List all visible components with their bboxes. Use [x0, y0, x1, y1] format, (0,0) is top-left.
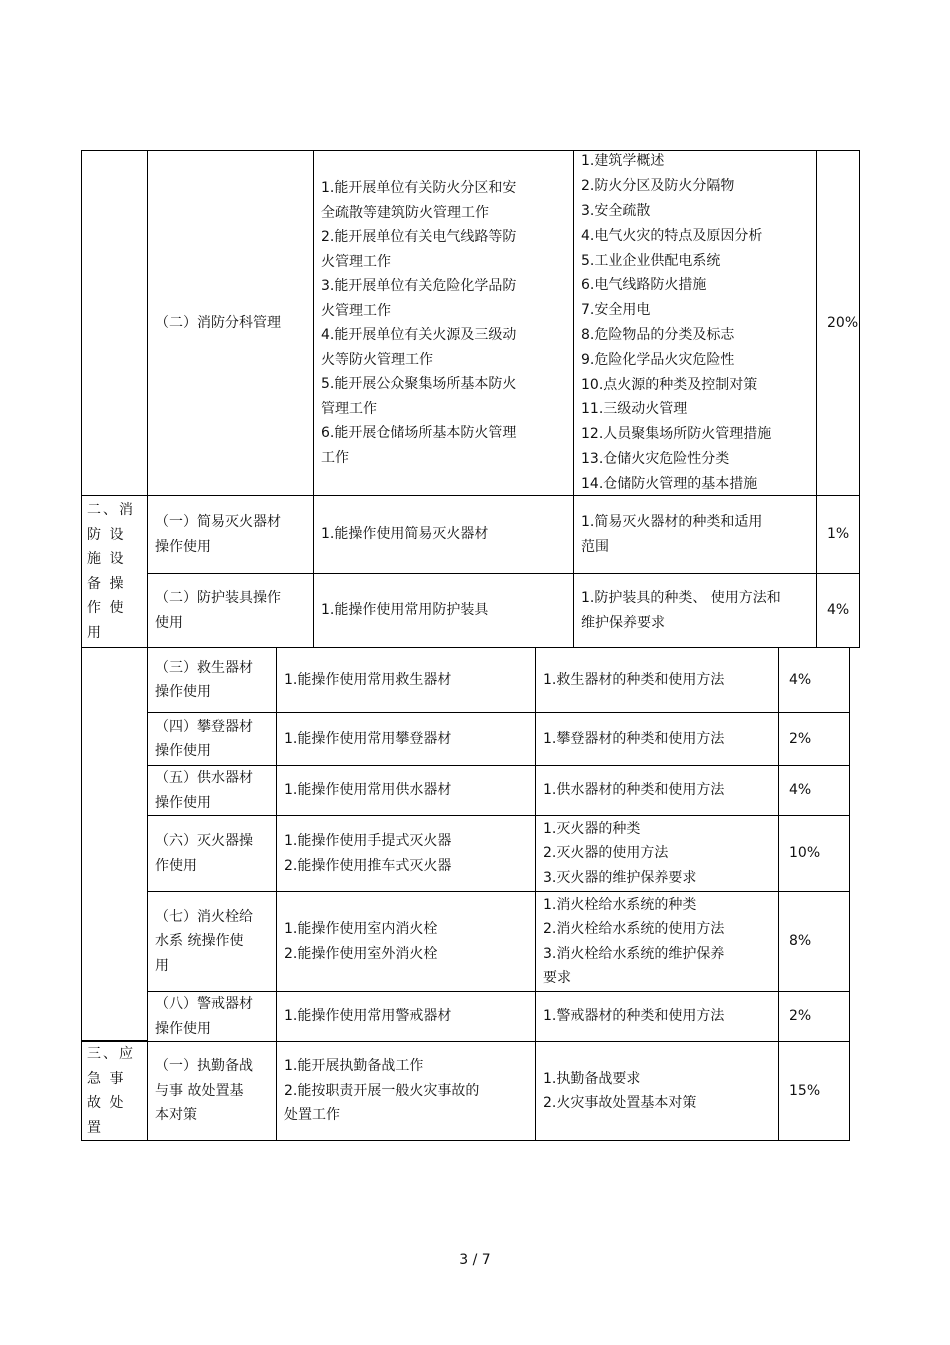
weight-value: 4%	[827, 602, 850, 619]
ability-cell	[276, 712, 536, 766]
weight-cell	[778, 647, 850, 713]
ability-line: 1.能操作使用常用防护装具	[321, 602, 489, 619]
knowledge-line: 11.三级动火管理	[581, 401, 688, 418]
subject-line: （五）供水器材	[155, 770, 253, 786]
subject-cell	[147, 647, 277, 713]
subject-cell	[147, 1041, 277, 1141]
section-line: 施 设	[87, 551, 126, 567]
subject-cell	[147, 815, 277, 892]
page-number: 3 / 7	[459, 1252, 491, 1268]
knowledge-line: 要求	[543, 970, 571, 986]
ability-line: 4.能开展单位有关火源及三级动	[321, 327, 517, 343]
knowledge-line: 2.防火分区及防火分隔物	[581, 178, 735, 195]
knowledge-cell	[535, 712, 779, 766]
ability-line: 6.能开展仓储场所基本防火管理	[321, 425, 517, 441]
knowledge-line: 3.灭火器的维护保养要求	[543, 869, 697, 886]
weight-value: 10%	[789, 845, 821, 862]
subject-line: （七）消火栓给	[155, 908, 253, 925]
subject-line: 操作使用	[155, 684, 211, 700]
knowledge-cell	[573, 150, 817, 496]
knowledge-line: 1.攀登器材的种类和使用方法	[543, 730, 725, 747]
weight-cell	[778, 1041, 850, 1141]
subject-line: 作使用	[155, 857, 197, 874]
weight-cell	[778, 991, 850, 1042]
knowledge-line: 1.建筑学概述	[581, 153, 665, 170]
knowledge-cell	[535, 891, 779, 992]
ability-line: 1.能操作使用简易灭火器材	[321, 526, 489, 543]
knowledge-line: 9.危险化学品火灾危险性	[581, 351, 735, 368]
knowledge-line: 1.防护装具的种类、 使用方法和	[581, 590, 781, 606]
ability-line: 1.能操作使用室内消火栓	[284, 921, 438, 937]
ability-line: 全疏散等建筑防火管理工作	[321, 204, 489, 221]
knowledge-line: 范围	[581, 538, 609, 555]
section-line: 置	[87, 1119, 103, 1136]
knowledge-line: 1.执勤备战要求	[543, 1070, 641, 1087]
ability-line: 1.能操作使用手提式灭火器	[284, 833, 452, 849]
ability-line: 1.能操作使用常用警戒器材	[284, 1008, 452, 1025]
knowledge-line: 1.简易灭火器材的种类和适用	[581, 514, 763, 530]
knowledge-line: 1.救生器材的种类和使用方法	[543, 671, 725, 688]
knowledge-cell	[535, 765, 779, 816]
knowledge-line: 6.电气线路防火措施	[581, 277, 707, 294]
section-cell	[81, 150, 148, 496]
ability-line: 工作	[321, 449, 349, 466]
knowledge-line: 2.火灾事故处置基本对策	[543, 1095, 697, 1111]
subject-line: 本对策	[155, 1107, 197, 1124]
weight-value: 2%	[789, 1008, 812, 1025]
ability-line: 1.能操作使用常用供水器材	[284, 782, 452, 799]
knowledge-line: 维护保养要求	[581, 614, 665, 631]
ability-cell	[313, 495, 574, 574]
knowledge-line: 3.消火栓给水系统的维护保养	[543, 945, 725, 962]
section-cell	[81, 647, 148, 1041]
section-line: 备 操	[87, 575, 126, 592]
knowledge-line: 5.工业企业供配电系统	[581, 252, 721, 269]
ability-cell	[276, 765, 536, 816]
weight-cell	[778, 891, 850, 992]
weight-value: 1%	[827, 526, 850, 543]
ability-line: 1.能操作使用常用救生器材	[284, 671, 452, 688]
ability-line: 处置工作	[284, 1107, 340, 1124]
weight-value: 2%	[789, 730, 812, 747]
subject-cell	[147, 991, 277, 1042]
knowledge-line: 14.仓储防火管理的基本措施	[581, 475, 758, 492]
knowledge-line: 2.灭火器的使用方法	[543, 845, 669, 862]
weight-value: 8%	[789, 933, 812, 950]
ability-line: 火管理工作	[321, 253, 391, 270]
subject-line: 操作使用	[155, 538, 211, 555]
weight-value: 4%	[789, 782, 812, 799]
ability-line: 火等防火管理工作	[321, 351, 433, 368]
subject-line: （二）防护装具操作	[155, 590, 281, 606]
subject-line: （一）执勤备战	[155, 1058, 253, 1075]
weight-value: 4%	[789, 671, 812, 688]
ability-line: 1.能开展执勤备战工作	[284, 1058, 424, 1075]
knowledge-line: 1.灭火器的种类	[543, 820, 641, 837]
section-line: 防 设	[87, 526, 126, 543]
subject-cell	[147, 573, 314, 648]
subject-cell	[147, 495, 314, 574]
knowledge-line: 7.安全用电	[581, 302, 651, 319]
section-line: 故 处	[87, 1095, 126, 1111]
ability-line: 2.能开展单位有关电气线路等防	[321, 229, 517, 245]
knowledge-line: 13.仓储火灾危险性分类	[581, 450, 730, 467]
subject-line: （一）简易灭火器材	[155, 514, 281, 530]
ability-line: 1.能开展单位有关防火分区和安	[321, 180, 517, 196]
section-line: 用	[87, 624, 103, 641]
knowledge-cell	[573, 495, 817, 574]
ability-line: 2.能操作使用室外消火栓	[284, 945, 438, 962]
section-line: 三、应	[87, 1046, 135, 1062]
subject-line: （八）警戒器材	[155, 996, 253, 1012]
ability-line: 2.能按职责开展一般火灾事故的	[284, 1082, 480, 1099]
ability-line: 2.能操作使用推车式灭火器	[284, 857, 452, 874]
knowledge-line: 1.警戒器材的种类和使用方法	[543, 1008, 725, 1025]
ability-cell	[276, 647, 536, 713]
ability-cell	[276, 991, 536, 1042]
section-line: 作 使	[87, 600, 126, 616]
subject-line: （六）灭火器操	[155, 833, 253, 849]
subject-line: （三）救生器材	[155, 659, 253, 676]
subject-cell	[147, 712, 277, 766]
knowledge-cell	[535, 991, 779, 1042]
section-line: 急 事	[87, 1070, 126, 1087]
ability-cell	[276, 891, 536, 992]
subject-line: （二）消防分科管理	[155, 314, 281, 331]
weight-cell	[778, 815, 850, 892]
knowledge-line: 2.消火栓给水系统的使用方法	[543, 921, 725, 937]
section-cell	[81, 495, 148, 648]
section-cell	[81, 1041, 148, 1141]
subject-line: 操作使用	[155, 743, 211, 759]
ability-cell	[276, 1041, 536, 1141]
subject-cell	[147, 765, 277, 816]
knowledge-line: 12.人员聚集场所防火管理措施	[581, 426, 772, 443]
weight-cell	[816, 573, 860, 648]
subject-line: 操作使用	[155, 1020, 211, 1037]
ability-line: 火管理工作	[321, 302, 391, 319]
weight-cell	[778, 765, 850, 816]
subject-line: 使用	[155, 614, 183, 631]
ability-line: 3.能开展单位有关危险化学品防	[321, 278, 517, 294]
subject-line: （四）攀登器材	[155, 718, 253, 735]
subject-line: 水系 统操作使	[155, 933, 244, 950]
weight-cell	[816, 150, 860, 496]
subject-cell	[147, 150, 314, 496]
ability-line: 5.能开展公众聚集场所基本防火	[321, 376, 517, 392]
knowledge-line: 3.安全疏散	[581, 203, 651, 220]
weight-cell	[816, 495, 860, 574]
ability-cell	[276, 815, 536, 892]
knowledge-cell	[535, 647, 779, 713]
ability-line: 管理工作	[321, 400, 377, 417]
subject-cell	[147, 891, 277, 992]
weight-value: 15%	[789, 1082, 821, 1099]
ability-cell	[313, 150, 574, 496]
knowledge-line: 1.供水器材的种类和使用方法	[543, 782, 725, 799]
knowledge-cell	[573, 573, 817, 648]
knowledge-cell	[535, 1041, 779, 1141]
knowledge-cell	[535, 815, 779, 892]
subject-line: 操作使用	[155, 794, 211, 811]
ability-line: 1.能操作使用常用攀登器材	[284, 730, 452, 747]
subject-line: 与事 故处置基	[155, 1082, 244, 1099]
weight-value: 20%	[827, 314, 859, 331]
knowledge-line: 10.点火源的种类及控制对策	[581, 376, 758, 393]
ability-cell	[313, 573, 574, 648]
section-line: 二、消	[87, 502, 135, 518]
knowledge-line: 1.消火栓给水系统的种类	[543, 896, 697, 913]
weight-cell	[778, 712, 850, 766]
subject-line: 用	[155, 957, 169, 974]
knowledge-line: 8.危险物品的分类及标志	[581, 327, 735, 343]
knowledge-line: 4.电气火灾的特点及原因分析	[581, 227, 763, 244]
